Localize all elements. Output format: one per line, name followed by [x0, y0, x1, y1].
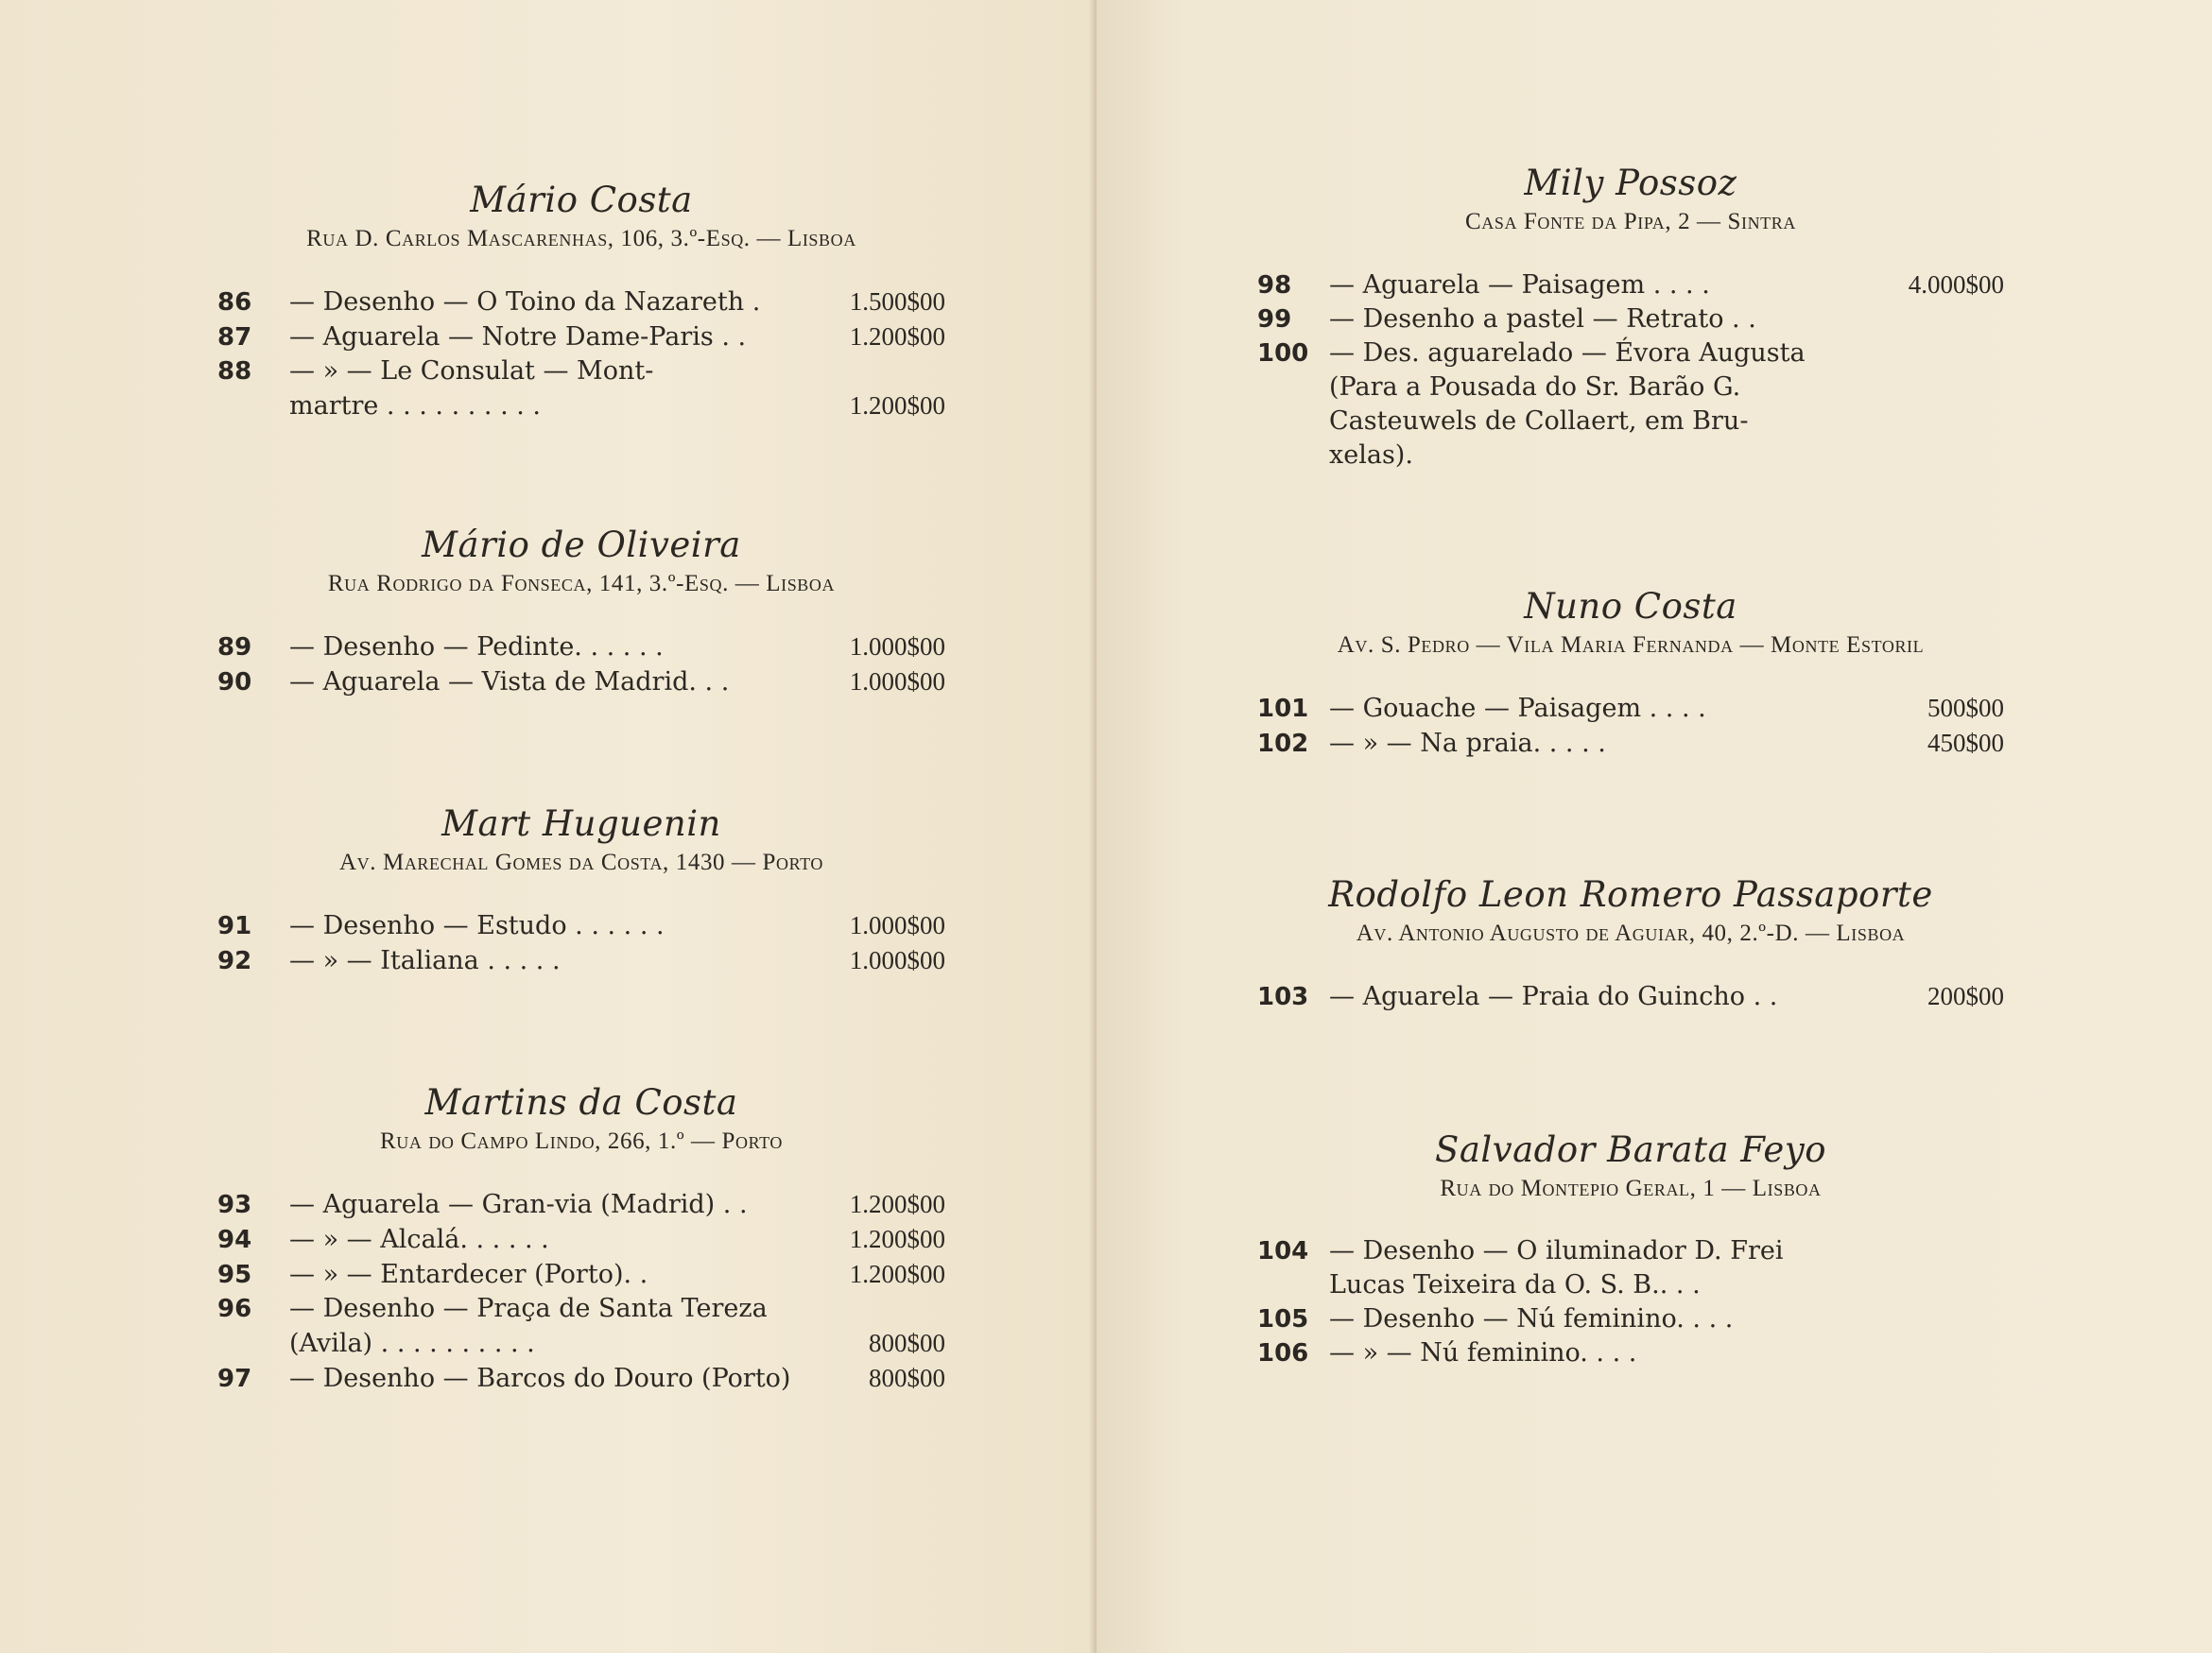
entry-price: 1.200$00: [849, 1225, 945, 1253]
artist-address: Av. Marechal Gomes da Costa, 1430 — Porto: [339, 850, 823, 875]
entry-number: 106: [1257, 1339, 1309, 1368]
artist-name: Mily Possoz: [1524, 163, 1737, 203]
entry-number: 87: [217, 323, 252, 352]
entry-description: — Des. aguarelado — Évora Augusta: [1329, 338, 1806, 368]
catalog-entry: [1257, 1268, 2004, 1302]
entry-price: 1.000$00: [849, 632, 945, 661]
entry-price: 450$00: [1927, 729, 2004, 757]
entry-description: — » — Na praia. . . . .: [1329, 729, 1606, 758]
entry-description: xelas).: [1329, 440, 1413, 470]
entry-description: — Gouache — Paisagem . . . .: [1329, 694, 1706, 723]
entry-description: — Desenho — Barcos do Douro (Porto): [289, 1364, 791, 1393]
artist-section: [217, 180, 945, 423]
entry-number: 89: [217, 633, 252, 662]
catalog-list: [1257, 691, 2004, 761]
catalog-entry: [217, 319, 945, 354]
artist-name: Mart Huguenin: [441, 803, 721, 844]
artist-name: Salvador Barata Feyo: [1434, 1129, 1827, 1170]
catalog-entry: [217, 1326, 945, 1361]
entry-number: 100: [1257, 339, 1309, 368]
artist-address: Rua do Montepio Geral, 1 — Lisboa: [1440, 1176, 1822, 1201]
entry-description: (Para a Pousada do Sr. Barão G.: [1329, 372, 1741, 402]
catalog-entry: [1257, 267, 2004, 302]
entry-price: 200$00: [1927, 982, 2004, 1010]
entry-description: — Aguarela — Gran-via (Madrid) . .: [289, 1190, 748, 1219]
catalog-entry: [217, 354, 945, 388]
catalog-entry: [217, 388, 945, 423]
entry-description: — Desenho — Estudo . . . . . .: [289, 911, 665, 940]
catalog-entry: [1257, 370, 2004, 405]
catalog-entry: [1257, 726, 2004, 761]
catalog-entry: [217, 943, 945, 978]
right-page: [1097, 0, 2212, 1653]
artist-address: Casa Fonte da Pipa, 2 — Sintra: [1465, 209, 1796, 234]
entry-description: — Aguarela — Praia do Guincho . .: [1329, 982, 1778, 1011]
catalog-entry: [217, 629, 945, 664]
artist-section: [217, 525, 945, 699]
artist-name: Martins da Costa: [424, 1082, 738, 1123]
catalog-entry: [217, 1187, 945, 1222]
entry-number: 98: [1257, 271, 1292, 300]
entry-price: 1.200$00: [849, 391, 945, 420]
entry-price: 4.000$00: [1908, 270, 2004, 299]
entry-description: — Desenho — O Toino da Nazareth .: [289, 287, 761, 317]
entry-price: 1.000$00: [849, 911, 945, 939]
entry-price: 1.000$00: [849, 667, 945, 696]
artist-name: Nuno Costa: [1524, 586, 1737, 627]
catalog-list: [1257, 267, 2004, 473]
entry-description: — Desenho — Pedinte. . . . . .: [289, 632, 664, 662]
entry-description: — Aguarela — Vista de Madrid. . .: [289, 667, 730, 697]
artist-name: Mário Costa: [470, 180, 693, 220]
entry-description: — Aguarela — Notre Dame-Paris . .: [289, 322, 747, 352]
entry-description: Casteuwels de Collaert, em Bru-: [1329, 406, 1749, 436]
artist-name: Mário de Oliveira: [422, 525, 741, 565]
entry-description: — » — Le Consulat — Mont-: [289, 356, 654, 386]
entry-number: 93: [217, 1191, 252, 1219]
artist-section: [217, 1082, 945, 1396]
entry-description: — » — Nú feminino. . . .: [1329, 1338, 1637, 1368]
entry-description: — Desenho — O iluminador D. Frei: [1329, 1236, 1784, 1266]
artist-address: Av. S. Pedro — Vila Maria Fernanda — Monte Estoril: [1337, 632, 1925, 658]
entry-description: martre . . . . . . . . . .: [289, 391, 541, 421]
entry-description: (Avila) . . . . . . . . . .: [289, 1329, 535, 1358]
catalog-entry: [1257, 336, 2004, 370]
entry-price: 800$00: [869, 1364, 945, 1392]
left-page: [0, 0, 1097, 1653]
entry-description: — Desenho a pastel — Retrato . .: [1329, 304, 1756, 334]
entry-number: 97: [217, 1365, 252, 1393]
artist-section: [217, 803, 945, 978]
entry-price: 1.000$00: [849, 946, 945, 974]
artist-section: [1257, 163, 2004, 473]
entry-number: 95: [217, 1261, 252, 1289]
entry-number: 90: [217, 668, 252, 697]
catalog-entry: [217, 1292, 945, 1326]
entry-price: 800$00: [869, 1329, 945, 1357]
catalog-entry: [217, 1361, 945, 1396]
artist-address: Rua Rodrigo da Fonseca, 141, 3.º-Esq. — Lisboa: [327, 571, 836, 596]
artist-name: Rodolfo Leon Romero Passaporte: [1328, 874, 1933, 915]
entry-number: 99: [1257, 305, 1292, 334]
entry-description: — Desenho — Praça de Santa Tereza: [289, 1294, 768, 1323]
entry-price: 1.500$00: [849, 287, 945, 316]
catalog-entry: [1257, 439, 2004, 473]
entry-number: 91: [217, 912, 252, 940]
catalog-entry: [217, 908, 945, 943]
entry-number: 105: [1257, 1305, 1309, 1334]
catalog-entry: [1257, 1336, 2004, 1370]
entry-number: 103: [1257, 983, 1309, 1011]
catalog-entry: [217, 664, 945, 699]
entry-number: 104: [1257, 1237, 1309, 1266]
entry-price: 1.200$00: [849, 1260, 945, 1288]
catalog-list: [1257, 979, 2004, 1014]
entry-description: Lucas Teixeira da O. S. B.. . .: [1329, 1270, 1701, 1300]
entry-number: 102: [1257, 730, 1309, 758]
entry-price: 1.200$00: [849, 322, 945, 351]
artist-address: Av. Antonio Augusto de Aguiar, 40, 2.º-D. — Lisboa: [1356, 921, 1906, 946]
catalog-entry: [1257, 302, 2004, 336]
catalog-list: [217, 1187, 945, 1396]
entry-number: 86: [217, 288, 252, 317]
entry-number: 96: [217, 1295, 252, 1323]
entry-description: — » — Alcalá. . . . . .: [289, 1225, 549, 1254]
catalog-list: [217, 629, 945, 699]
catalog-list: [1257, 1234, 2004, 1370]
entry-description: — Aguarela — Paisagem . . . .: [1329, 270, 1710, 300]
catalog-entry: [217, 1222, 945, 1257]
catalog-entry: [1257, 979, 2004, 1014]
catalog-entry: [217, 1257, 945, 1292]
catalog-list: [217, 284, 945, 423]
entry-description: — » — Entardecer (Porto). .: [289, 1260, 648, 1289]
artist-section: [1257, 874, 2004, 1014]
artist-address: Rua D. Carlos Mascarenhas, 106, 3.º-Esq. — Lisboa: [306, 226, 856, 251]
catalog-entry: [1257, 405, 2004, 439]
entry-description: — Desenho — Nú feminino. . . .: [1329, 1304, 1734, 1334]
entry-number: 94: [217, 1226, 252, 1254]
artist-section: [1257, 1129, 2004, 1370]
entry-number: 101: [1257, 695, 1309, 723]
artist-address: Rua do Campo Lindo, 266, 1.º — Porto: [380, 1128, 783, 1154]
catalog-list: [217, 908, 945, 978]
entry-number: 92: [217, 947, 252, 975]
entry-description: — » — Italiana . . . . .: [289, 946, 561, 975]
entry-price: 500$00: [1927, 694, 2004, 722]
entry-number: 88: [217, 357, 252, 386]
artist-section: [1257, 586, 2004, 761]
catalog-entry: [1257, 1234, 2004, 1268]
catalog-entry: [217, 284, 945, 319]
catalog-entry: [1257, 1302, 2004, 1336]
entry-price: 1.200$00: [849, 1190, 945, 1218]
catalog-entry: [1257, 691, 2004, 726]
